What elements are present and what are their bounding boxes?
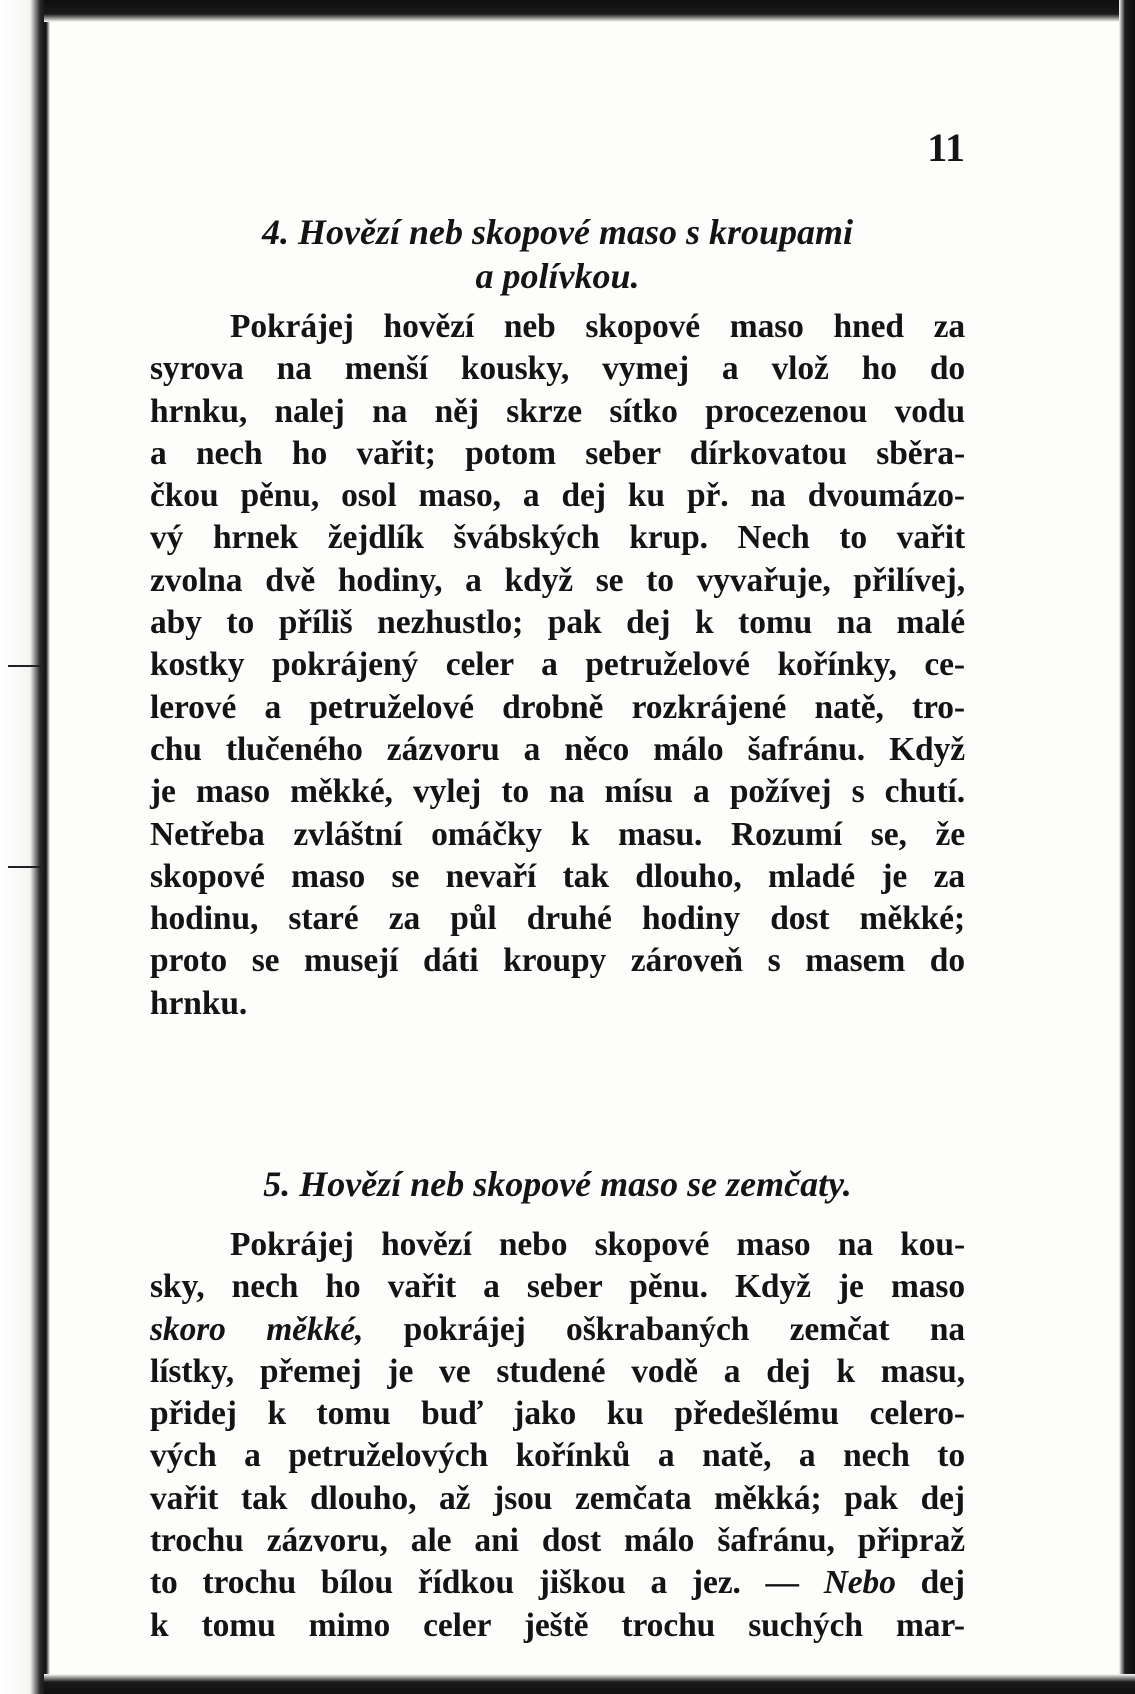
text-line: přidej k tomu buď jako ku předešlému celero- xyxy=(150,1395,965,1433)
text-line: je maso měkké, vylej to na mísu a požívej s chutí. xyxy=(150,773,965,811)
text-line xyxy=(150,1309,965,1351)
italic-phrase: skoro měkké, xyxy=(150,1310,364,1348)
text-line: hodinu, staré za půl druhé hodiny dost měkké; xyxy=(150,900,965,938)
text-line: a nech ho vařit; potom seber dírkovatou sběra- xyxy=(150,434,965,472)
text-line: čkou pěnu, osol maso, a dej ku př. na dvoumázo- xyxy=(150,477,965,515)
scan-mark xyxy=(8,665,44,667)
text-line: zvolna dvě hodiny, a když se to vyvařuje, přilívej, xyxy=(150,561,965,599)
recipe-4-heading-line2: a polívkou. xyxy=(475,256,640,296)
text-line: proto se musejí dáti kroupy zároveň s masem do xyxy=(150,942,965,980)
text-line: syrova na menší kousky, vymej a vlož ho do xyxy=(150,350,965,388)
text-line: Pokrájej hovězí nebo skopové maso na kou- xyxy=(230,1226,965,1263)
text-run: to trochu bílou řídkou jiškou a jez. — xyxy=(150,1564,824,1602)
page-number: 11 xyxy=(927,125,965,170)
text-line: lístky, přemej je ve studené vodě a dej k masu, xyxy=(150,1352,965,1390)
text-line: skopové maso se nevaří tak dlouho, mladé je za xyxy=(150,857,965,895)
recipe-4-text xyxy=(150,306,965,1025)
text-line: chu tlučeného zázvoru a něco málo šafránu. Když xyxy=(150,730,965,768)
recipe-5-heading: 5. Hovězí neb skopové maso se zemčaty. xyxy=(263,1164,852,1204)
italic-phrase: Nebo xyxy=(823,1564,896,1602)
text-line: kostky pokrájený celer a petruželové kořínky, ce- xyxy=(150,646,965,684)
recipe-4-heading xyxy=(150,210,965,298)
text-line: Pokrájej hovězí neb skopové maso hned za xyxy=(230,308,965,345)
scan-border-left xyxy=(0,0,50,1694)
text-line: k tomu mimo celer ještě trochu suchých mar- xyxy=(150,1606,965,1644)
scan-border-right xyxy=(1119,0,1135,1694)
scan-border-bottom xyxy=(44,1674,1135,1694)
text-line: hrnku, nalej na něj skrze sítko procezenou vodu xyxy=(150,392,965,430)
text-run: dej xyxy=(895,1564,965,1602)
text-line: vý hrnek žejdlík švábských krup. Nech to vařit xyxy=(150,519,965,557)
text-line: hrnku. xyxy=(150,984,248,1022)
text-line: trochu zázvoru, ale ani dost málo šafránu, připraž xyxy=(150,1522,965,1560)
text-line: sky, nech ho vařit a seber pěnu. Když je maso xyxy=(150,1268,965,1306)
recipe-4-heading-line1: 4. Hovězí neb skopové maso s kroupami xyxy=(262,212,853,252)
text-run: pokrájej oškrabaných zemčat na xyxy=(363,1310,966,1348)
text-line: vých a petruželových kořínků a natě, a nech to xyxy=(150,1437,965,1475)
text-line: Netřeba zvláštní omáčky k masu. Rozumí se, že xyxy=(150,815,965,853)
recipe-5-text xyxy=(150,1224,965,1647)
text-line xyxy=(150,1562,965,1604)
text-line: lerové a petruželové drobně rozkrájené natě, tro- xyxy=(150,688,965,726)
text-line: aby to příliš nezhustlo; pak dej k tomu na malé xyxy=(150,604,965,642)
scan-border-top xyxy=(44,0,1135,22)
text-line: vařit tak dlouho, až jsou zemčata měkká; pak dej xyxy=(150,1479,965,1517)
scan-mark xyxy=(8,866,44,868)
